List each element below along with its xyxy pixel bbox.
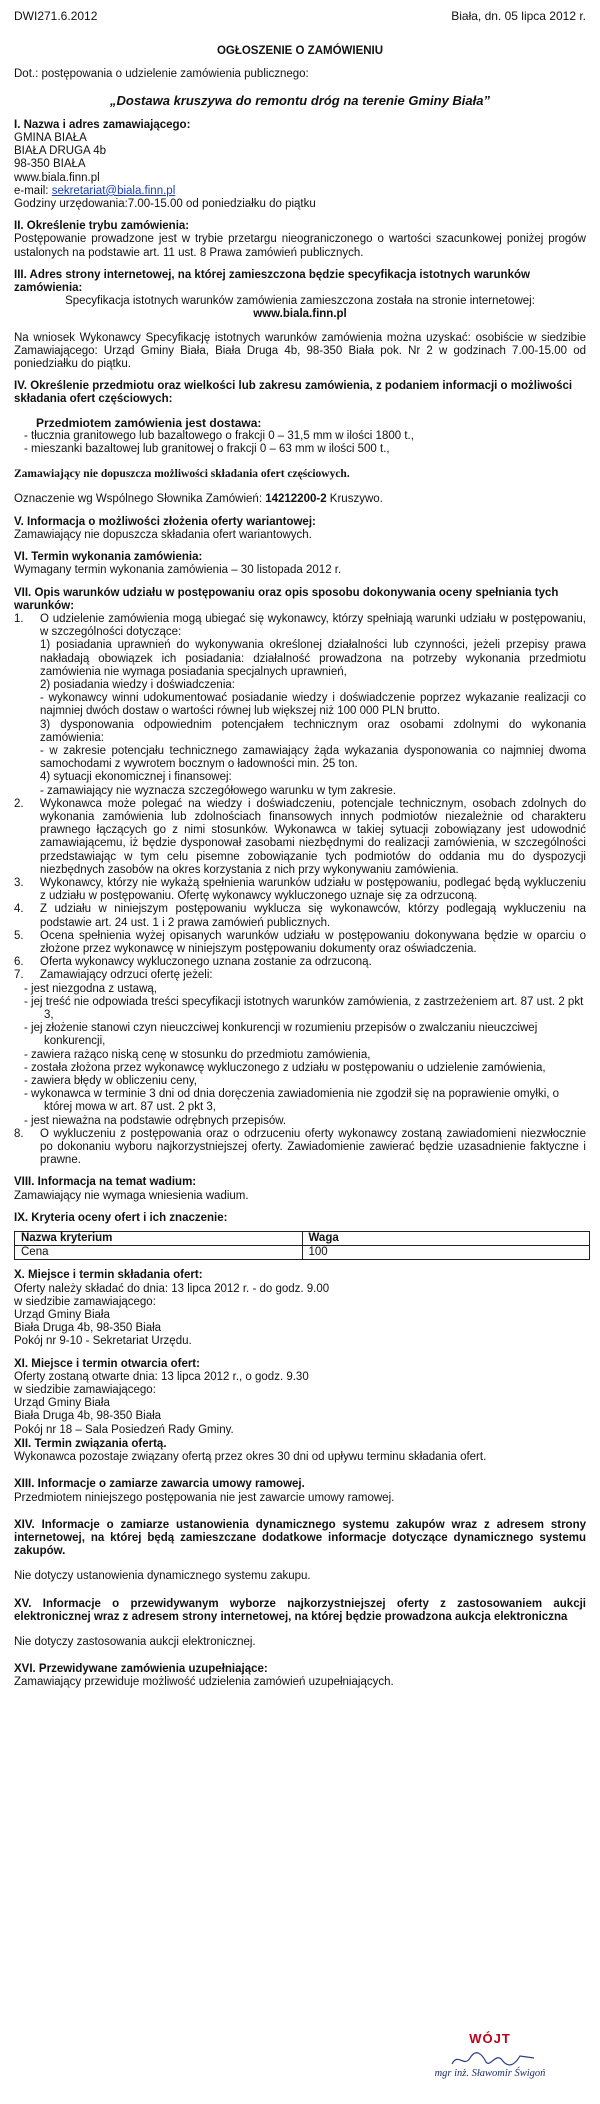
item-number: 6. [14, 956, 24, 969]
item-number: 8. [14, 1127, 24, 1140]
spec-url[interactable]: www.biala.finn.pl [253, 308, 347, 321]
section-line: w siedzibie zamawiającego: [14, 1295, 156, 1308]
section-heading: XVI. Przewidywane zamówienia uzupełniające: [14, 1663, 268, 1676]
address-line: BIAŁA DRUGA 4b [14, 145, 107, 158]
rejection-item: - jest niezgodna z ustawą, [24, 982, 157, 995]
section-text: Specyfikacja istotnych warunków zamówienia zamieszczona została na stronie internetowej: [65, 295, 535, 308]
table-header-cell: Nazwa kryterium [15, 1232, 303, 1246]
section-v [14, 516, 586, 542]
section-heading: X. Miejsce i termin składania ofert: [14, 1269, 203, 1282]
section-heading: IX. Kryteria oceny ofert i ich znaczenie: [14, 1211, 228, 1224]
item-number: 7. [14, 969, 24, 982]
document-header [14, 10, 586, 23]
section-xiii [14, 1478, 586, 1504]
section-text: Zamawiający przewiduje możliwość udzielenia zamówień uzupełniających. [14, 1676, 394, 1689]
section-line: Pokój nr 9-10 - Sekretariat Urzędu. [14, 1335, 192, 1348]
item-text: Wykonawca może polegać na wiedzy i doświadczeniu, potencjale technicznym, osobach zdolnych do wykonania zamówienia lub zdolnościach finansowych innych podmiotów niezależnie od charakteru prawnego łączących go z nimi stosunków. Wykonawca w takiej sytuacji zobowiązany jest udowodnić zamawiającemu, iż będzie dysponował zasobami niezbędnymi do realizacji zamówienia, w szczególności przedstawiając w tym celu pisemne zobowiązanie tych podmiotów do oddania mu do dyspozycji niezbędnych zasobów na okres korzystania z nich przy wykonywaniu zamówienia. [40, 797, 586, 876]
place-date: Biała, dn. 05 lipca 2012 r. [451, 9, 586, 23]
section-heading: III. Adres strony internetowej, na której zamieszczona będzie specyfikacja istotnych warunków zamówienia: [14, 268, 530, 295]
item-text: 3) dysponowania odpowiednim potencjałem technicznym oraz osobami zdolnymi do wykonania zamówienia: [40, 718, 586, 744]
rejection-item: - została złożona przez wykonawcę wykluczonego z udziału w postępowaniu o udzielenie zamówienia, [24, 1061, 546, 1074]
section-xiv [14, 1519, 586, 1584]
signature-stamp [420, 2028, 560, 2098]
list-item [14, 613, 586, 798]
section-vi [14, 551, 586, 577]
section-heading: XIV. Informacje o zamiarze ustanowienia dynamicznego systemu zakupów wraz z adresem strony internetowej, na której będą zamieszczane dodatkowe informacje dotyczące dynamicznego systemu zakupów. [14, 1518, 586, 1558]
section-line: w siedzibie zamawiającego: [14, 1384, 156, 1397]
subject-subheading: Przedmiotem zamówienia jest dostawa: [36, 415, 262, 430]
table-row [15, 1246, 590, 1260]
rejection-item: - zawiera błędy w obliczeniu ceny, [24, 1075, 198, 1088]
section-text: Wymagany termin wykonania zamówienia – 30 listopada 2012 r. [14, 564, 342, 577]
rejection-item: - jej treść nie odpowiada treści specyfikacji istotnych warunków zamówienia, z zastrzeżeniem art. 87 ust. 2 pkt 3, [24, 995, 584, 1021]
list-item: - mieszanki bazaltowej lub granitowej o frakcji 0 – 63 mm w ilości 500 t., [24, 443, 390, 456]
section-xvi [14, 1663, 586, 1689]
rejection-item: - wykonawca w terminie 3 dni od dnia doręczenia zawiadomienia nie zgodził się na poprawienie omyłki, o której mowa w art. 87 ust. 2 pkt 3, [24, 1088, 560, 1114]
section-x [14, 1269, 586, 1348]
item-number: 4. [14, 903, 24, 916]
item-number: 5. [14, 929, 24, 942]
section-heading: XI. Miejsce i termin otwarcia ofert: [14, 1357, 200, 1370]
section-xii [14, 1438, 586, 1464]
item-text: 2) posiadania wiedzy i doświadczenia: [40, 678, 235, 691]
item-number: 3. [14, 876, 24, 889]
subject-line: Dot.: postępowania o udzielenie zamówienia publicznego: [14, 68, 309, 81]
email-label: e-mail: [14, 184, 52, 197]
section-text: Nie dotyczy ustanowienia dynamicznego systemu zakupu. [14, 1570, 311, 1583]
table-header-cell: Waga [302, 1232, 590, 1246]
page-title: OGŁOSZENIE O ZAMÓWIENIU [216, 45, 384, 58]
email-line [14, 185, 586, 198]
section-heading: II. Określenie trybu zamówienia: [14, 220, 190, 233]
item-text: - zamawiający nie wyznacza szczegółowego warunku w tym zakresie. [40, 784, 397, 797]
section-heading: VI. Termin wykonania zamówienia: [14, 551, 203, 564]
cpv-line [14, 493, 586, 506]
contract-title: „Dostawa kruszywa do remontu dróg na terenie Gminy Biała” [110, 92, 490, 108]
rejection-item: - jej złożenie stanowi czyn nieuczciwej konkurencji w rozumieniu przepisów o zwalczaniu nieuczciwej konkurencji, [24, 1022, 538, 1048]
partial-offers-note: Zamawiający nie dopuszcza możliwości składania ofert częściowych. [14, 468, 350, 481]
section-heading: XII. Termin związania ofertą. [14, 1437, 167, 1450]
item-number: 1. [14, 612, 24, 625]
section-heading: VII. Opis warunków udziału w postępowaniu oraz opis sposobu dokonywania oceny spełniania tych warunków: [14, 586, 559, 612]
website-text: www.biala.finn.pl [14, 171, 100, 184]
section-iii [14, 269, 586, 371]
section-iv [14, 380, 586, 506]
section-text: Wykonawca pozostaje związany ofertą przez okres 30 dni od upływu terminu składania ofert. [14, 1451, 487, 1464]
list-item [14, 798, 586, 877]
section-viii [14, 1176, 586, 1202]
signature-title: WÓJT [469, 2031, 511, 2046]
section-text: Przedmiotem niniejszego postępowania nie jest zawarcie umowy ramowej. [14, 1491, 395, 1504]
list-item [14, 903, 586, 929]
address-line: 98-350 BIAŁA [14, 158, 86, 171]
section-line: Oferty zostaną otwarte dnia: 13 lipca 2012 r., o godz. 9.30 [14, 1370, 309, 1383]
section-xv [14, 1598, 586, 1650]
email-link[interactable]: sekretariat@biala.finn.pl [51, 184, 176, 197]
section-ii [14, 220, 586, 260]
section-line: Oferty należy składać do dnia: 13 lipca 2012 r. - do godz. 9.00 [14, 1282, 330, 1295]
item-text: - wykonawcy winni udokumentować posiadanie wiedzy i doświadczenie poprzez wykazanie realizacji co najmniej dwóch dostaw o wartości równej lub większej niż 100 000 PLN brutto. [40, 692, 586, 718]
section-heading: XIII. Informacje o zamiarze zawarcia umowy ramowej. [14, 1478, 305, 1491]
list-item [14, 877, 586, 903]
cpv-label: Oznaczenie wg Wspólnego Słownika Zamówień: [14, 493, 266, 506]
section-line: Urząd Gminy Biała [14, 1397, 110, 1410]
handwritten-signature-icon [448, 2050, 538, 2070]
item-text: O udzielenie zamówienia mogą ubiegać się wykonawcy, którzy spełniają warunki udziału w postępowaniu, w szczególności dotyczące: [40, 612, 586, 639]
section-line: Urząd Gminy Biała [14, 1309, 110, 1322]
item-text: Ocena spełnienia wyżej opisanych warunków udziału w postępowaniu dokonywana będzie w oparciu o złożone przez wykonawcę w niniejszym postępowaniu dokumenty oraz oświadczenia. [40, 929, 586, 955]
section-xi [14, 1358, 586, 1437]
criteria-table [14, 1231, 590, 1260]
section-text: Nie dotyczy zastosowania aukcji elektronicznej. [14, 1635, 256, 1648]
rejection-item: - jest nieważna na podstawie odrębnych przepisów. [24, 1114, 287, 1127]
cpv-code: 14212200-2 [265, 493, 327, 506]
item-text: Wykonawcy, którzy nie wykażą spełnienia warunków udziału w postępowaniu, podlegać będą wykluczeniu z udziału w postępowaniu. Ofertę wykonawcy wykluczonego uznaje się za odrzuconą. [40, 876, 586, 903]
section-text: Zamawiający nie dopuszcza składania ofert wariantowych. [14, 528, 312, 541]
reference-number: DWI271.6.2012 [14, 9, 98, 23]
section-line: Biała Druga 4b, 98-350 Biała [14, 1322, 162, 1335]
item-number: 2. [14, 797, 24, 810]
list-item [14, 1128, 586, 1168]
table-cell: Cena [15, 1246, 303, 1260]
section-heading: XV. Informacje o przewidywanym wyborze najkorzystniejszej oferty z zastosowaniem aukcji elektronicznej wraz z adresem strony internetowej, na której będzie prowadzona aukcja elektroniczna [14, 1597, 586, 1623]
section-i [14, 119, 586, 211]
office-hours: Godziny urzędowania:7.00-15.00 od poniedziałku do piątku [14, 198, 316, 211]
list-item [14, 969, 586, 982]
section-heading: VIII. Informacja na temat wadium: [14, 1176, 197, 1189]
list-item [14, 930, 586, 956]
item-text: Z udziału w niniejszym postępowaniu wyklucza się wykonawców, którzy podlegają wykluczeniu na podstawie art. 24 ust. 1 i 2 prawa zamówień publicznych. [40, 903, 586, 929]
list-item [14, 956, 586, 969]
item-text: Zamawiający odrzuci ofertę jeżeli: [40, 969, 213, 982]
section-ix [14, 1212, 586, 1261]
section-text: Na wniosek Wykonawcy Specyfikację istotnych warunków zamówienia można uzyskać: osobiście w siedzibie Zamawiającego: Urząd Gminy Biała, Biała Druga 4b, 98-350 Biała pok. Nr 2 w godzinach 7.00-15.00 od poniedziałku do piątku. [14, 331, 586, 371]
item-text: 4) sytuacji ekonomicznej i finansowej: [40, 771, 232, 784]
item-text: O wykluczeniu z postępowania oraz o odrzuceniu oferty wykonawcy zostaną zawiadomieni niezwłocznie po dokonaniu wyboru najkorzystniejszej oferty. Zawiadomienie zawierać będzie uzasadnienie faktyczne i prawne. [40, 1127, 586, 1167]
table-header-row [15, 1232, 590, 1246]
section-heading: I. Nazwa i adres zamawiającego: [14, 118, 191, 131]
item-text: Oferta wykonawcy wykluczonego uznana zostanie za odrzuconą. [40, 956, 372, 969]
cpv-name: Kruszywo. [326, 493, 383, 506]
item-text: 1) posiadania uprawnień do wykonywania określonej działalności lub czynności, jeżeli przepisy prawa nakładają obowiązek ich posiadania: działalność prowadzona na potrzeby wykonania przedmiotu zamówienia nie wymaga posiadania specjalnych uprawnień, [40, 639, 586, 678]
section-line: Biała Druga 4b, 98-350 Biała [14, 1410, 162, 1423]
rejection-item: - zawiera rażąco niską cenę w stosunku do przedmiotu zamówienia, [24, 1048, 371, 1061]
table-cell: 100 [302, 1246, 590, 1260]
section-heading: V. Informacja o możliwości złożenia oferty wariantowej: [14, 515, 316, 528]
section-text: Postępowanie prowadzone jest w trybie przetargu nieograniczonego o wartości szacunkowej poniżej progów ustalonych na podstawie art. 11 ust. 8 Prawa zamówień publicznych. [14, 233, 586, 259]
list-item: - tłucznia granitowego lub bazaltowego o frakcji 0 – 31,5 mm w ilości 1800 t., [24, 429, 414, 442]
section-line: Pokój nr 18 – Sala Posiedzeń Rady Gminy. [14, 1423, 234, 1436]
signatory-name: mgr inż. Sławomir Świgoń [434, 2068, 546, 2080]
section-text: Zamawiający nie wymaga wniesienia wadium. [14, 1189, 249, 1202]
section-heading: IV. Określenie przedmiotu oraz wielkości lub zakresu zamówienia, z podaniem informacji o możliwości składania ofert częściowych: [14, 380, 573, 406]
item-text: - w zakresie potencjału technicznego zamawiający żąda wykazania dysponowania co najmniej dwoma samochodami z wywrotem bocznym o ładowności min. 25 ton. [40, 744, 586, 771]
address-line: GMINA BIAŁA [14, 132, 87, 145]
section-vii [14, 587, 586, 1168]
